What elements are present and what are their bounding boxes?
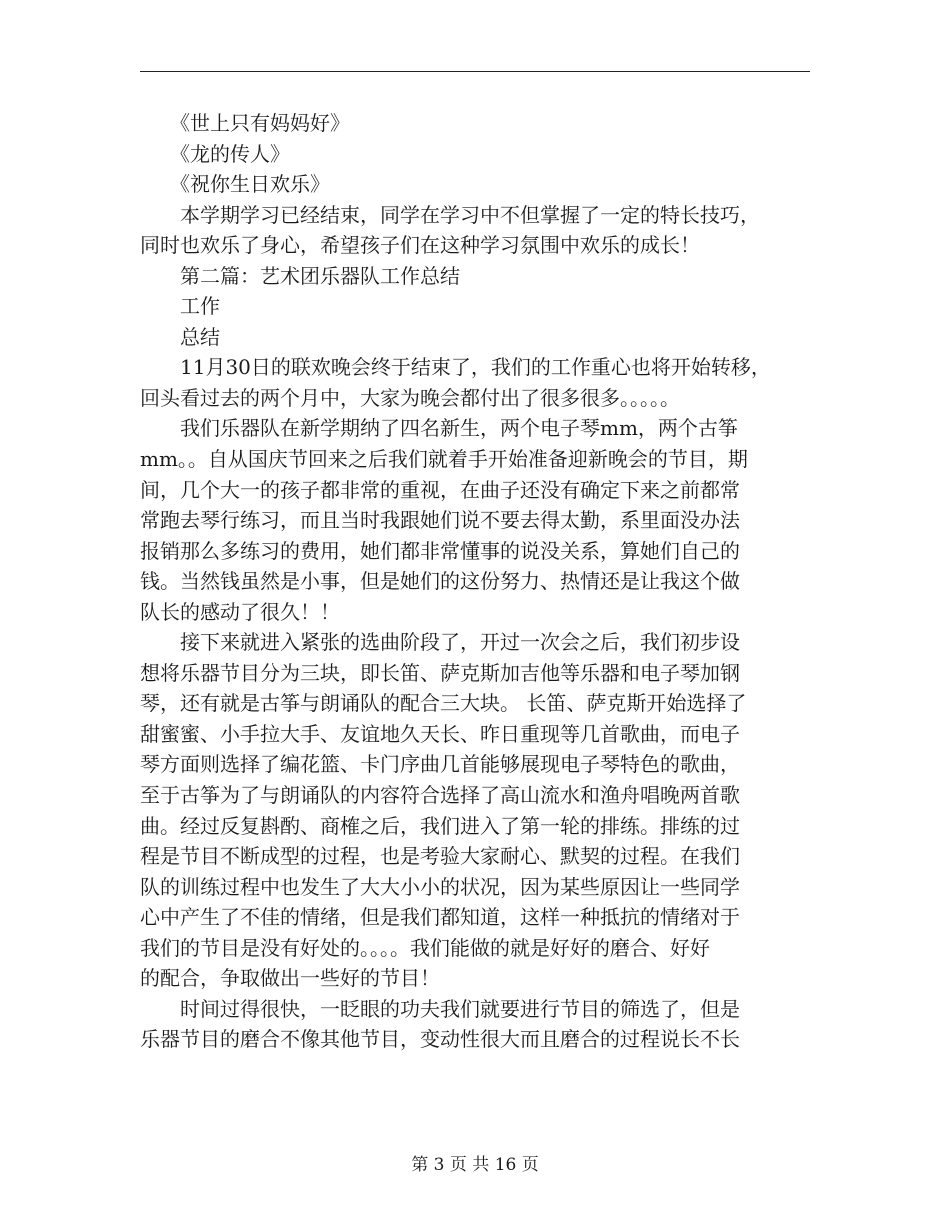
text-line: 心中产生了不佳的情绪，但是我们都知道，这样一种抵抗的情绪对于 bbox=[140, 905, 740, 930]
text-line: 的配合，争取做出一些好的节目！ bbox=[140, 966, 440, 991]
text-line: 《世上只有妈妈好》 bbox=[140, 111, 350, 135]
text-line: 乐器节目的磨合不像其他节目，变动性很大而且磨合的过程说长不长 bbox=[140, 1027, 740, 1052]
text-line: 《祝你生日欢乐》 bbox=[140, 172, 330, 197]
text-line: 工作 bbox=[140, 294, 220, 319]
text-line: 程是节目不断成型的过程，也是考验大家耐心、默契的过程。在我们 bbox=[140, 844, 740, 869]
body-text bbox=[140, 108, 810, 1055]
text-line: 同时也欢乐了身心，希望孩子们在这种学习氛围中欢乐的成长！ bbox=[140, 233, 700, 258]
text-line: 琴方面则选择了编花篮、卡门序曲几首能够展现电子琴特色的歌曲， bbox=[140, 752, 740, 777]
text-line: 常跑去琴行练习，而且当时我跟她们说不要去得太勤，系里面没办法 bbox=[140, 508, 740, 533]
text-line: mm。。自从国庆节回来之后我们就着手开始准备迎新晚会的节目，期 bbox=[140, 447, 748, 472]
text-line: 队长的感动了很久！！ bbox=[140, 599, 340, 624]
text-line: 琴，还有就是古筝与朗诵队的配合三大块。 长笛、萨克斯开始选择了 bbox=[140, 691, 747, 716]
text-line: 曲。经过反复斟酌、商榷之后，我们进入了第一轮的排练。排练的过 bbox=[140, 813, 740, 838]
text-line: 钱。当然钱虽然是小事，但是她们的这份努力、热情还是让我这个做 bbox=[140, 569, 740, 594]
header-rule bbox=[140, 71, 810, 72]
text-line: 11月30日的联欢晚会终于结束了，我们的工作重心也将开始转移， bbox=[140, 355, 771, 380]
text-line: 队的训练过程中也发生了大大小小的状况，因为某些原因让一些同学 bbox=[140, 874, 740, 899]
text-line: 我们乐器队在新学期纳了四名新生，两个电子琴mm，两个古筝 bbox=[140, 416, 738, 441]
text-line: 本学期学习已经结束，同学在学习中不但掌握了一定的特长技巧， bbox=[140, 202, 760, 227]
text-line: 甜蜜蜜、小手拉大手、友谊地久天长、昨日重现等几首歌曲，而电子 bbox=[140, 721, 740, 746]
text-line: 总结 bbox=[140, 324, 220, 349]
page-number-footer: 第 3 页 共 16 页 bbox=[411, 1155, 539, 1175]
text-line: 报销那么多练习的费用，她们都非常懂事的说没关系，算她们自己的 bbox=[140, 538, 740, 563]
text-line: 第二篇：艺术团乐器队工作总结 bbox=[140, 263, 460, 288]
text-line: 回头看过去的两个月中，大家为晚会都付出了很多很多。。。。。 bbox=[140, 385, 680, 410]
text-line: 时间过得很快，一眨眼的功夫我们就要进行节目的筛选了，但是 bbox=[140, 996, 740, 1021]
text-line: 《龙的传人》 bbox=[140, 141, 290, 166]
text-line: 间，几个大一的孩子都非常的重视，在曲子还没有确定下来之前都常 bbox=[140, 477, 740, 502]
text-line: 接下来就进入紧张的选曲阶段了，开过一次会之后，我们初步设 bbox=[140, 630, 740, 655]
text-line: 至于古筝为了与朗诵队的内容符合选择了高山流水和渔舟唱晚两首歌 bbox=[140, 783, 740, 808]
text-line: 我们的节目是没有好处的。。。。我们能做的就是好好的磨合、好好 bbox=[140, 935, 710, 960]
text-line: 想将乐器节目分为三块，即长笛、萨克斯加吉他等乐器和电子琴加钢 bbox=[140, 660, 740, 685]
